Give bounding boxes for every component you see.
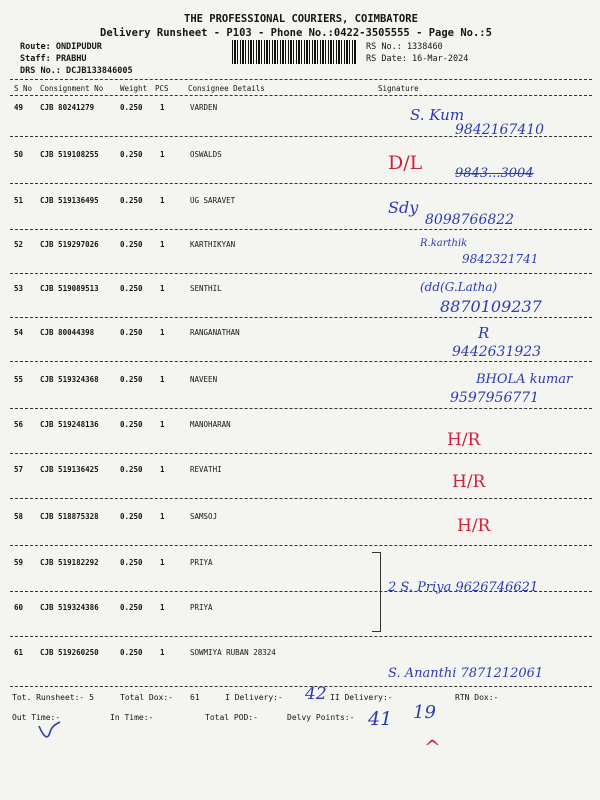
barcode-image	[232, 40, 357, 64]
row-weight: 0.250	[120, 558, 143, 567]
staff-label: Staff: PRABHU	[20, 54, 87, 64]
row-pcs: 1	[160, 375, 165, 384]
row-consignee: RANGANATHAN	[190, 328, 240, 337]
col-weight: Weight	[120, 84, 148, 93]
header-rule-bottom	[10, 95, 592, 96]
signature-49-name: S. Kum	[410, 106, 465, 124]
row-weight: 0.250	[120, 240, 143, 249]
row-consignment: CJB 519136425	[40, 465, 99, 474]
row-consignee: OSWALDS	[190, 150, 222, 159]
signature-50-phone: 9843...3004	[455, 166, 534, 181]
signature-54-name: R	[478, 324, 490, 342]
rs-date: RS Date: 16-Mar-2024	[366, 54, 469, 64]
row-pcs: 1	[160, 328, 165, 337]
signature-51-name: Sdy	[388, 198, 419, 217]
i-delivery-handwritten: 42	[305, 684, 327, 704]
row-separator	[10, 229, 592, 230]
row-consignment: CJB 519324386	[40, 603, 99, 612]
row-pcs: 1	[160, 420, 165, 429]
ii-delivery-label: II Delivery:-	[330, 693, 393, 702]
header-rule-top	[10, 79, 592, 80]
row-separator	[10, 317, 592, 318]
row-sno: 61	[14, 648, 24, 657]
total-dox-value: 61	[190, 693, 200, 702]
row-weight: 0.250	[120, 603, 143, 612]
row-consignee: NAVEEN	[190, 375, 218, 384]
row-weight: 0.250	[120, 420, 143, 429]
row-consignment: CJB 80044398	[40, 328, 95, 337]
row-weight: 0.250	[120, 512, 143, 521]
row-consignment: CJB 519248136	[40, 420, 99, 429]
row-sno: 50	[14, 150, 24, 159]
row-sno: 53	[14, 284, 24, 293]
row-sno: 54	[14, 328, 24, 337]
row-pcs: 1	[160, 150, 165, 159]
out-time-scribble-icon	[36, 720, 66, 742]
signature-61: S. Ananthi 7871212061	[388, 666, 544, 681]
row-separator	[10, 545, 592, 546]
runsheet-title: Delivery Runsheet - P103 - Phone No.:0422-3505555 - Page No.:5	[100, 27, 492, 39]
route-label: Route: ONDIPUDUR	[20, 42, 102, 52]
row-pcs: 1	[160, 512, 165, 521]
company-title: THE PROFESSIONAL COURIERS, COIMBATORE	[184, 13, 418, 25]
signature-49-phone: 9842167410	[455, 122, 545, 138]
signature-bracket	[372, 552, 381, 632]
signature-51-phone: 8098766822	[425, 212, 515, 228]
total-pod-label: Total POD:-	[205, 713, 258, 722]
row-pcs: 1	[160, 648, 165, 657]
total-dox-label: Total Dox:-	[120, 693, 173, 702]
row-consignee: PRIYA	[190, 558, 213, 567]
row-pcs: 1	[160, 603, 165, 612]
row-sno: 55	[14, 375, 24, 384]
row-weight: 0.250	[120, 196, 143, 205]
row-consignment: CJB 519108255	[40, 150, 99, 159]
row-separator	[10, 361, 592, 362]
signature-52-name: R.karthik	[420, 238, 468, 249]
row-sno: 52	[14, 240, 24, 249]
row-pcs: 1	[160, 558, 165, 567]
row-weight: 0.250	[120, 465, 143, 474]
rs-number: RS No.: 1338460	[366, 42, 443, 52]
delvy-points-handwritten: 41	[368, 708, 393, 730]
ii-delivery-handwritten: 19	[413, 702, 436, 723]
row-consignee: PRIYA	[190, 603, 213, 612]
signature-53-name: (dd(G.Latha)	[420, 280, 498, 294]
row-weight: 0.250	[120, 648, 143, 657]
out-time-label: Out Time:-	[12, 713, 61, 722]
row-pcs: 1	[160, 103, 165, 112]
in-time-label: In Time:-	[110, 713, 154, 722]
row-separator	[10, 408, 592, 409]
signature-50-dl: D/L	[388, 152, 423, 174]
row-consignment: CJB 519136495	[40, 196, 99, 205]
row-consignment: CJB 518875328	[40, 512, 99, 521]
signature-58-hr: H/R	[457, 516, 491, 536]
col-consignment: Consignment No	[40, 84, 104, 93]
tot-runsheet: Tot. Runsheet:- 5	[12, 693, 94, 702]
rtn-dox-label: RTN Dox:-	[455, 693, 499, 702]
row-weight: 0.250	[120, 103, 143, 112]
row-consignee: SOWMIYA RUBAN 28324	[190, 648, 276, 657]
signature-55-phone: 9597956771	[450, 390, 540, 406]
row-consignment: CJB 519324368	[40, 375, 99, 384]
row-sno: 49	[14, 103, 24, 112]
row-consignment: CJB 519182292	[40, 558, 99, 567]
row-consignee: VARDEN	[190, 103, 218, 112]
row-sno: 51	[14, 196, 24, 205]
row-separator	[10, 498, 592, 499]
row-sno: 59	[14, 558, 24, 567]
row-consignee: MANOHARAN	[190, 420, 231, 429]
row-sno: 56	[14, 420, 24, 429]
row-weight: 0.250	[120, 284, 143, 293]
signature-54-phone: 9442631923	[452, 344, 542, 360]
signature-55-name: BHOLA kumar	[476, 372, 573, 387]
row-weight: 0.250	[120, 375, 143, 384]
row-separator	[10, 273, 592, 274]
col-signature: Signature	[378, 84, 419, 93]
row-sno: 58	[14, 512, 24, 521]
row-pcs: 1	[160, 240, 165, 249]
signature-52-phone: 9842321741	[462, 252, 539, 266]
row-sno: 57	[14, 465, 24, 474]
row-separator	[10, 636, 592, 637]
delvy-points-label: Delvy Points:-	[287, 713, 355, 722]
row-consignment: CJB 519089513	[40, 284, 99, 293]
row-consignee: SENTHIL	[190, 284, 222, 293]
row-separator	[10, 183, 592, 184]
row-consignment: CJB 80241279	[40, 103, 95, 112]
signature-56-hr: H/R	[447, 430, 481, 450]
row-consignee: KARTHIKYAN	[190, 240, 236, 249]
red-mark: ^	[424, 735, 441, 759]
signature-57-hr: H/R	[452, 472, 486, 492]
row-consignment: CJB 519260250	[40, 648, 99, 657]
row-pcs: 1	[160, 284, 165, 293]
row-separator	[10, 453, 592, 454]
signature-59-60: 2 S. Priya 9626746621	[388, 580, 539, 595]
row-consignee: REVATHI	[190, 465, 222, 474]
row-pcs: 1	[160, 196, 165, 205]
row-sno: 60	[14, 603, 24, 612]
signature-53-phone: 8870109237	[440, 297, 542, 316]
row-weight: 0.250	[120, 328, 143, 337]
col-consignee: Consignee Details	[188, 84, 265, 93]
col-pcs: PCS	[155, 84, 169, 93]
col-sno: S No	[14, 84, 33, 93]
row-consignee: UG SARAVET	[190, 196, 236, 205]
i-delivery-label: I Delivery:-	[225, 693, 283, 702]
row-consignee: SAMSOJ	[190, 512, 218, 521]
table-bottom-rule	[10, 686, 592, 687]
row-weight: 0.250	[120, 150, 143, 159]
drs-label: DRS No.: DCJB133846005	[20, 66, 133, 76]
row-consignment: CJB 519297026	[40, 240, 99, 249]
row-pcs: 1	[160, 465, 165, 474]
